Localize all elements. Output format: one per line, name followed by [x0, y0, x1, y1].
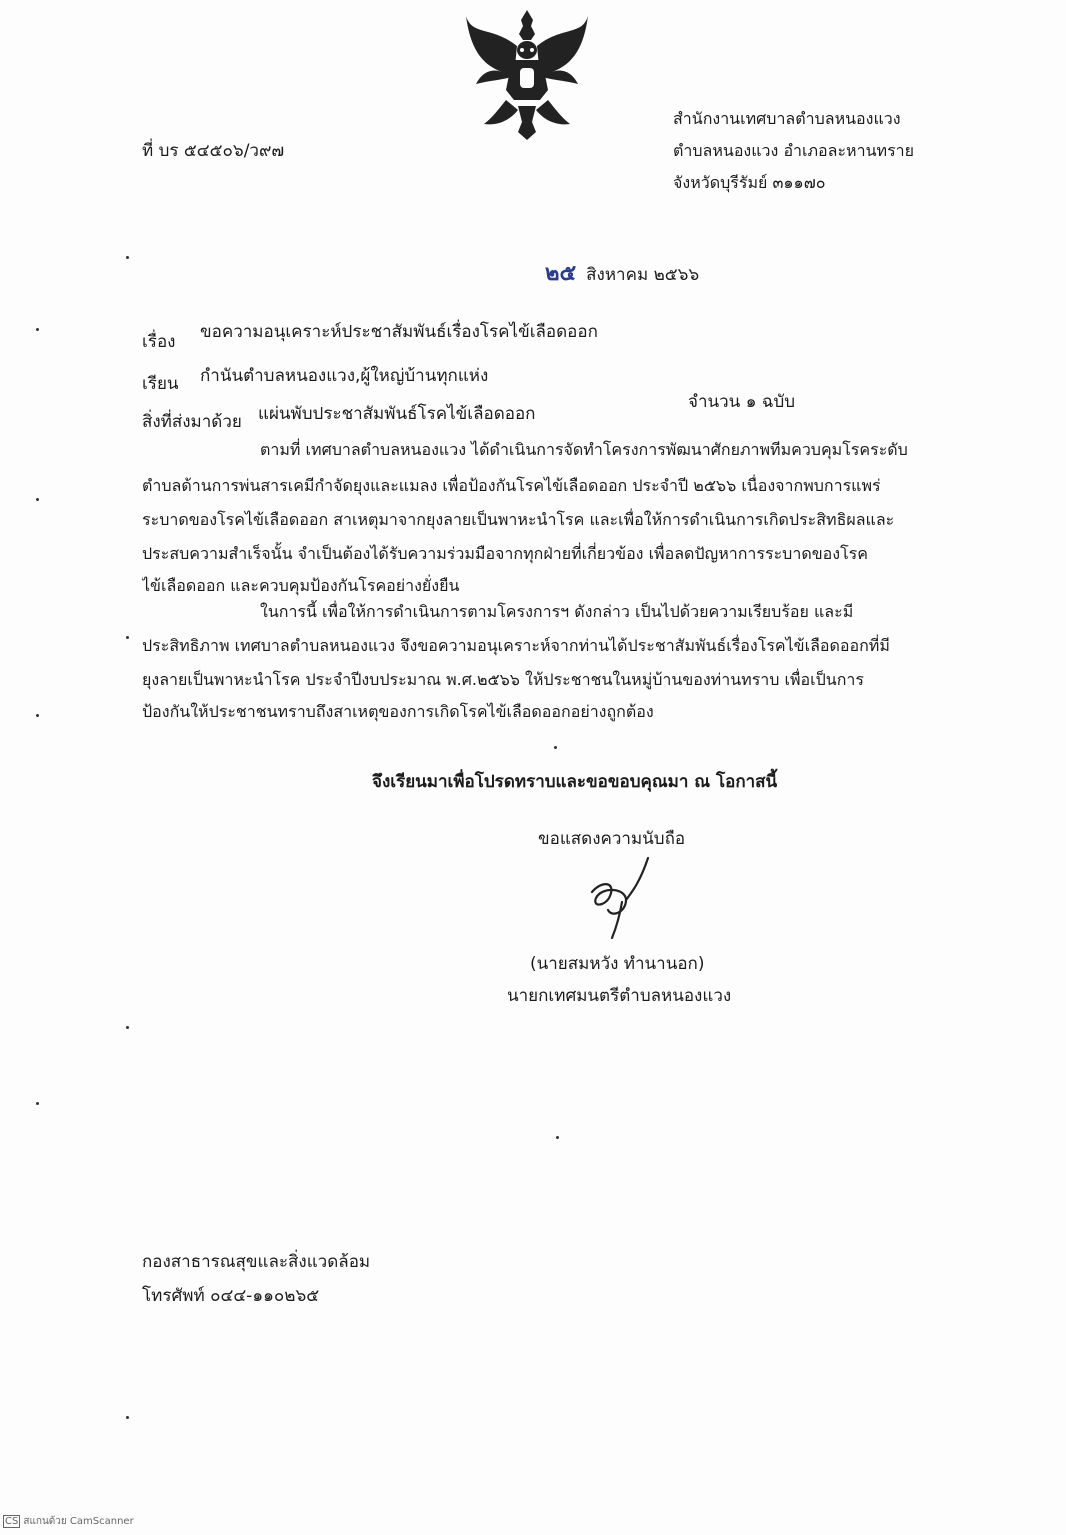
enclosure-text: แผ่นพับประชาสัมพันธ์โรคไข้เลือดออก [258, 404, 536, 424]
document-number: ที่ บร ๕๔๕๐๖/ว๙๗ [142, 141, 285, 161]
handwritten-signature [582, 852, 662, 942]
body-paragraph-2-line-1: ในการนี้ เพื่อให้การดำเนินการตามโครงการฯ ดังกล่าว เป็นไปด้วยความเรียบร้อย และมี [260, 602, 854, 621]
enclosure-count: จำนวน ๑ ฉบับ [688, 392, 796, 412]
signatory-name: (นายสมหวัง ทำนานอก) [530, 954, 705, 974]
respect-line: ขอแสดงความนับถือ [538, 829, 686, 849]
office-address-line-1: สำนักงานเทศบาลตำบลหนองแวง [673, 109, 901, 128]
body-paragraph-1-line-2: ตำบลด้านการพ่นสารเคมีกำจัดยุงและแมลง เพื่อป้องกันโรคไข้เลือดออก ประจำปี ๒๕๖๖ เนื่องจากพบการแพร่ [142, 476, 881, 495]
enclosure-label: สิ่งที่ส่งมาด้วย [142, 412, 242, 432]
to-label: เรียน [142, 374, 179, 394]
department-phone: โทรศัพท์ ๐๔๔-๑๑๐๒๖๕ [142, 1286, 320, 1306]
camscanner-logo-icon: CS [5, 1516, 19, 1527]
to-text: กำนันตำบลหนองแวง,ผู้ใหญ่บ้านทุกแห่ง [200, 366, 489, 386]
scan-speck [36, 328, 39, 331]
subject-label: เรื่อง [142, 332, 176, 352]
body-paragraph-1-line-3: ระบาดของโรคไข้เลือดออก สาเหตุมาจากยุงลายเป็นพาหะนำโรค และเพื่อให้การดำเนินการเกิดประสิทธิผลและ [142, 510, 895, 529]
office-address-line-2: ตำบลหนองแวง อำเภอละหานทราย [673, 141, 915, 160]
scan-speck [36, 714, 39, 717]
garuda-emblem-icon [462, 6, 592, 144]
date-day: ๒๕ [545, 261, 577, 286]
subject-text: ขอความอนุเคราะห์ประชาสัมพันธ์เรื่องโรคไข้เลือดออก [200, 322, 598, 342]
body-paragraph-1-line-5: ไข้เลือดออก และควบคุมป้องกันโรคอย่างยั่งยืน [142, 576, 460, 595]
department-name: กองสาธารณสุขและสิ่งแวดล้อม [142, 1252, 371, 1272]
body-paragraph-2-line-3: ยุงลายเป็นพาหะนำโรค ประจำปีงบประมาณ พ.ศ.๒๕๖๖ ให้ประชาชนในหมู่บ้านของท่านทราบ เพื่อเป็นการ [142, 670, 864, 689]
closing-line: จึงเรียนมาเพื่อโปรดทราบและขอขอบคุณมา ณ โอกาสนี้ [372, 772, 778, 792]
scan-speck [126, 256, 129, 259]
signatory-position: นายกเทศมนตรีตำบลหนองแวง [507, 986, 732, 1006]
scan-speck [126, 1026, 129, 1029]
body-paragraph-1-line-1: ตามที่ เทศบาลตำบลหนองแวง ได้ดำเนินการจัดทำโครงการพัฒนาศักยภาพทีมควบคุมโรคระดับ [260, 440, 908, 459]
body-paragraph-1-line-4: ประสบความสำเร็จนั้น จำเป็นต้องได้รับความร่วมมือจากทุกฝ่ายที่เกี่ยวข้อง เพื่อลดปัญหาการระบาดของโรค [142, 544, 868, 563]
office-address-line-3: จังหวัดบุรีรัมย์ ๓๑๑๗๐ [673, 173, 826, 192]
scan-speck [126, 636, 129, 639]
scan-speck [36, 1102, 39, 1105]
body-paragraph-2-line-4: ป้องกันให้ประชาชนทราบถึงสาเหตุของการเกิดโรคไข้เลือดออกอย่างถูกต้อง [142, 702, 654, 721]
scan-speck [126, 1416, 129, 1419]
body-paragraph-2-line-2: ประสิทธิภาพ เทศบาลตำบลหนองแวง จึงขอความอนุเคราะห์จากท่านได้ประชาสัมพันธ์เรื่องโรคไข้เลือดออกที่มี [142, 636, 890, 655]
letter-date [545, 255, 699, 290]
scan-speck [554, 746, 557, 749]
scan-speck [556, 1136, 559, 1139]
camscanner-watermark [3, 1514, 134, 1529]
camscanner-text: สแกนด้วย CamScanner [23, 1516, 134, 1527]
scan-speck [36, 498, 39, 501]
date-month-year: สิงหาคม ๒๕๖๖ [586, 265, 700, 285]
